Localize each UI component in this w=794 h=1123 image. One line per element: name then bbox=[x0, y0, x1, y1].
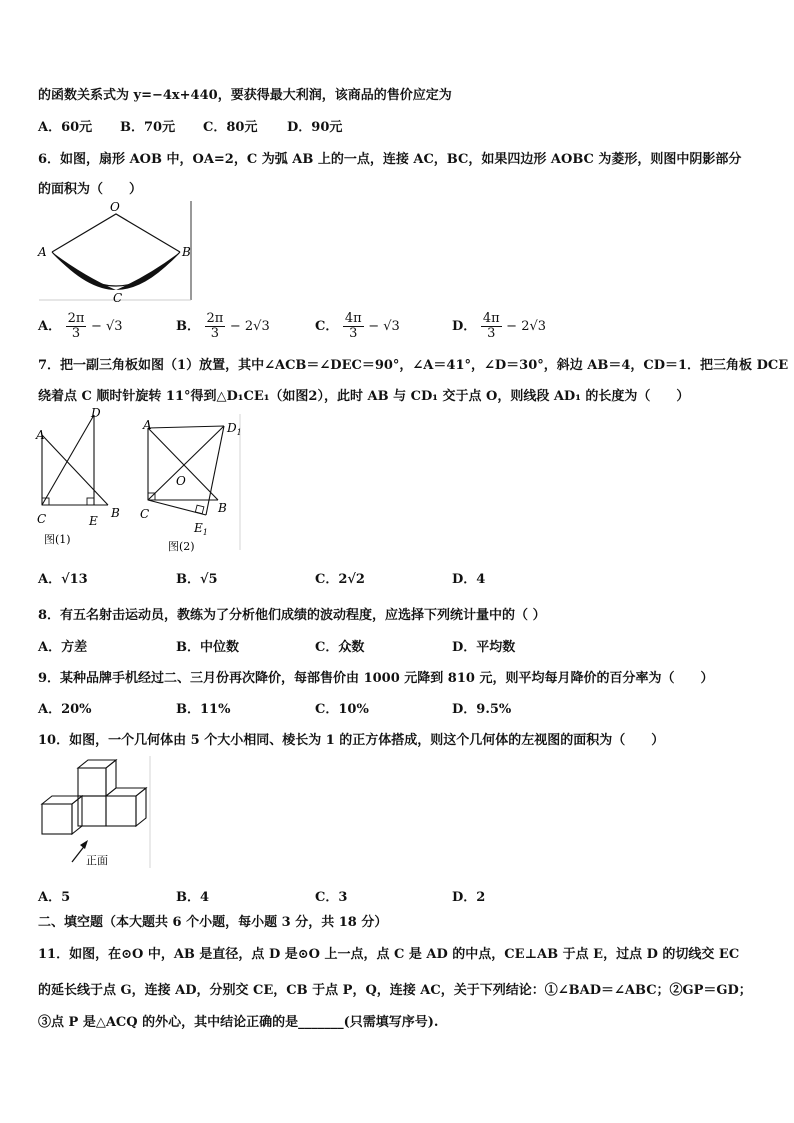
fig2-side-cd1 bbox=[148, 426, 224, 500]
q8-option-c: C．众数 bbox=[315, 640, 365, 655]
q7-figure-2 bbox=[136, 412, 246, 557]
q5-option-a: A．60元 bbox=[38, 120, 93, 135]
q7-option-d: D．4 bbox=[452, 572, 486, 587]
front-label: 正面 bbox=[86, 854, 108, 867]
q7-option-a: A．√13 bbox=[38, 572, 88, 587]
fig1-caption: 图(1) bbox=[44, 533, 71, 546]
q11-stem-line1: 11．如图，在⊙O 中，AB 是直径，点 D 是⊙O 上一点，点 C 是 AD 的中点，CE⊥AB 于点 E，过点 D 的切线交 EC bbox=[38, 947, 740, 962]
fig1-label-d: D bbox=[91, 406, 101, 420]
cube-top-side bbox=[106, 760, 116, 796]
q6-sector-figure bbox=[36, 198, 196, 308]
q10-option-b: B．4 bbox=[176, 890, 210, 905]
fig2-right-angle-e1 bbox=[195, 505, 203, 513]
cube-right-front bbox=[106, 796, 136, 826]
q8-option-d: D．平均数 bbox=[452, 640, 516, 655]
cube-top-front bbox=[78, 768, 106, 796]
q7-option-b: B．√5 bbox=[176, 572, 218, 587]
q6-shaded-right bbox=[116, 252, 180, 290]
q5-stem-tail: 的函数关系式为 y=−4x+440，要获得最大利润，该商品的售价应定为 bbox=[38, 88, 452, 103]
fig2-label-a: A bbox=[143, 418, 152, 432]
cube-right-side bbox=[136, 788, 146, 826]
q8-stem: 8．有五名射击运动员，教练为了分析他们成绩的波动程度，应选择下列统计量中的（ ） bbox=[38, 608, 546, 623]
section-2-heading: 二、填空题（本大题共 6 个小题，每小题 3 分，共 18 分） bbox=[38, 915, 388, 930]
q9-option-a: A．20% bbox=[38, 702, 92, 717]
fig1-label-e: E bbox=[89, 514, 98, 528]
cube-right-top bbox=[106, 788, 146, 796]
q6-stem-line2: 的面积为（ ） bbox=[38, 182, 143, 197]
q11-stem-line3: ③点 P 是△ACQ 的外心，其中结论正确的是_______(只需填写序号). bbox=[38, 1015, 439, 1030]
fig2-label-c: C bbox=[140, 507, 150, 521]
q10-option-a: A．5 bbox=[38, 890, 71, 905]
q5-option-c: C．80元 bbox=[203, 120, 258, 135]
q9-option-b: B．11% bbox=[176, 702, 231, 717]
q6-label-c: C bbox=[113, 291, 123, 305]
cube-left-front bbox=[42, 804, 72, 834]
q9-option-c: C．10% bbox=[315, 702, 369, 717]
fig2-side-ad1 bbox=[148, 426, 224, 428]
fig1-label-b: B bbox=[111, 506, 120, 520]
q9-stem: 9．某种品牌手机经过二、三月份再次降价，每部售价由 1000 元降到 810 元，则平均每月降价的百分率为（ ） bbox=[38, 671, 714, 686]
q5-option-b: B．70元 bbox=[120, 120, 176, 135]
cube-left-top bbox=[42, 796, 82, 804]
fig1-label-a: A bbox=[36, 428, 45, 442]
front-arrow-head-icon bbox=[80, 840, 88, 849]
q10-option-c: C．3 bbox=[315, 890, 348, 905]
q6-label-b: B bbox=[182, 245, 191, 259]
q10-stem: 10．如图，一个几何体由 5 个大小相同、棱长为 1 的正方体搭成，则这个几何体的左视图的面积为（ ） bbox=[38, 733, 665, 748]
q8-option-a: A．方差 bbox=[38, 640, 88, 655]
q7-stem-line2: 绕着点 C 顺时针旋转 11°得到△D₁CE₁（如图2），此时 AB 与 CD₁ 交于点 O，则线段 AD₁ 的长度为（ ） bbox=[38, 389, 690, 404]
fig2-label-b: B bbox=[218, 501, 227, 515]
q10-option-d: D．2 bbox=[452, 890, 486, 905]
fig1-side-ab bbox=[42, 435, 108, 505]
q6-option-d: D． $\frac{4\pi}{3}$ − 2√3 bbox=[452, 311, 547, 341]
q6-sector-radii bbox=[52, 214, 180, 252]
q6-label-a: A bbox=[38, 245, 47, 259]
fig1-label-c: C bbox=[37, 512, 47, 526]
fig1-right-angle-e bbox=[87, 498, 94, 505]
q5-option-d: D．90元 bbox=[287, 120, 343, 135]
q6-stem-line1: 6．如图，扇形 AOB 中，OA=2，C 为弧 AB 上的一点，连接 AC，BC，如果四边形 AOBC 为菱形，则图中阴影部分 bbox=[38, 152, 742, 167]
q8-option-b: B．中位数 bbox=[176, 640, 239, 655]
q6-option-a: A． $\frac{2\pi}{3}$ − √3 bbox=[38, 311, 123, 341]
cube-left-side bbox=[72, 796, 82, 834]
q7-figure-1 bbox=[34, 405, 124, 550]
fig2-label-e1: $E_1$ bbox=[194, 521, 208, 537]
q6-label-o: O bbox=[110, 200, 120, 214]
fig2-label-d1: $D_1$ bbox=[227, 421, 242, 437]
q6-option-c: C． $\frac{4\pi}{3}$ − √3 bbox=[315, 311, 400, 341]
q6-shaded-left bbox=[52, 252, 116, 290]
fig2-label-o: O bbox=[176, 474, 186, 488]
fig2-caption: 图(2) bbox=[168, 540, 195, 553]
q9-option-d: D．9.5% bbox=[452, 702, 512, 717]
q7-option-c: C．2√2 bbox=[315, 572, 365, 587]
fig1-side-cd bbox=[42, 415, 94, 505]
q6-option-b: B． $\frac{2\pi}{3}$ − 2√3 bbox=[176, 311, 270, 341]
q11-stem-line2: 的延长线于点 G，连接 AD，分别交 CE，CB 于点 P，Q，连接 AC，关于下列结论：①∠BAD＝∠ABC；②GP＝GD； bbox=[38, 983, 752, 998]
q10-cube-figure bbox=[38, 756, 153, 871]
q7-stem-line1: 7．把一副三角板如图（1）放置，其中∠ACB＝∠DEC＝90°，∠A＝41°，∠D＝30°，斜边 AB＝4，CD＝1．把三角板 DCE bbox=[38, 358, 789, 373]
